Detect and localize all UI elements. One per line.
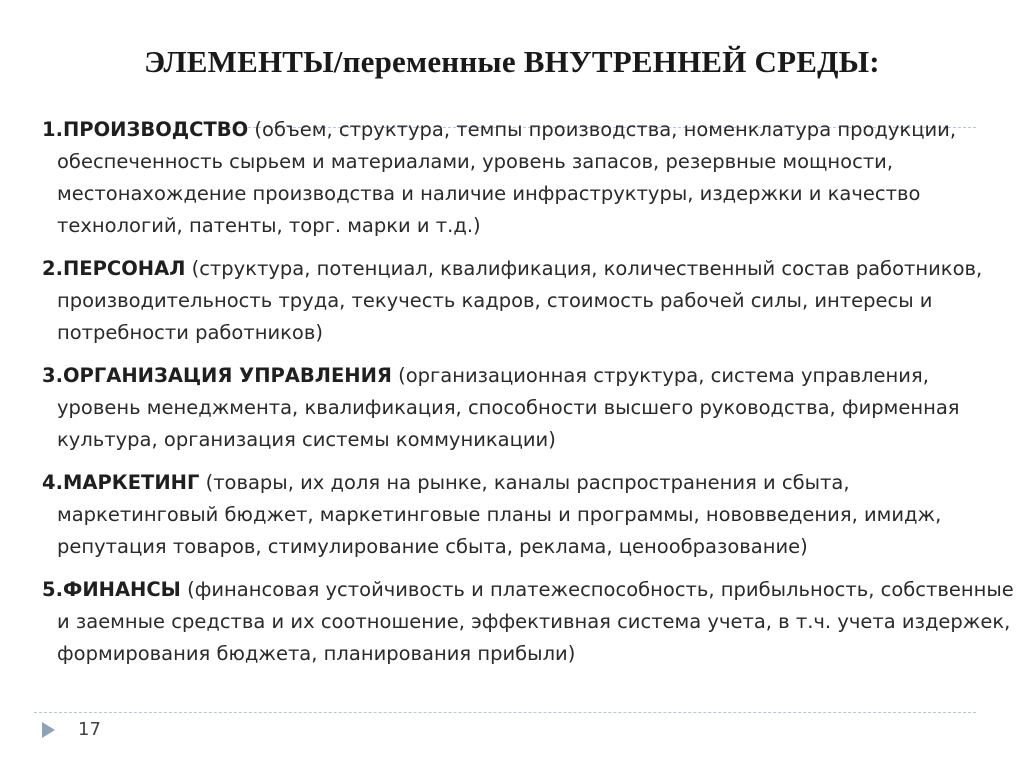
page-number: 17 <box>78 719 101 740</box>
item-heading: 2.ПЕРСОНАЛ <box>42 257 186 280</box>
item-heading: 1.ПРОИЗВОДСТВО <box>42 118 249 141</box>
triangle-right-icon <box>42 722 55 738</box>
item-heading: 5.ФИНАНСЫ <box>42 578 181 601</box>
item-heading: 4.МАРКЕТИНГ <box>42 471 200 494</box>
element-list <box>42 114 1017 681</box>
item-text: (финансовая устойчивость и платежеспособность, прибыльность, собственные и заемные средства и их соотношение, эффективная система учета, в т.ч. учета издержек, формирования бюджета, планирования прибыли) <box>57 578 1014 665</box>
list-item-marketing <box>42 467 1017 563</box>
list-item-production <box>42 114 1017 242</box>
item-text: (организационная структура, система управления, уровень менеджмента, квалификация, способности высшего руководства, фирменная культура, организация системы коммуникации) <box>57 364 960 451</box>
slide-title: ЭЛЕМЕНТЫ/переменные ВНУТРЕННЕЙ СРЕДЫ: <box>144 44 880 79</box>
footer-divider <box>34 712 976 713</box>
item-text: (товары, их доля на рынке, каналы распространения и сбыта, маркетинговый бюджет, маркетинговые планы и программы, нововведения, имидж, репутация товаров, стимулирование сбыта, реклама, ценообразование) <box>57 471 942 558</box>
list-item-management <box>42 360 1017 456</box>
list-item-personnel <box>42 253 1017 349</box>
item-text: (объем, структура, темпы производства, номенклатура продукции, обеспеченность сырьем и материалами, уровень запасов, резервные мощности, местонахождение производства и наличие инфраструктуры, издержки и качество технологий, патенты, торг. марки и т.д.) <box>57 118 957 237</box>
item-text: (структура, потенциал, квалификация, количественный состав работников, производительность труда, текучесть кадров, стоимость рабочей силы, интересы и потребности работников) <box>57 257 983 344</box>
item-heading: 3.ОРГАНИЗАЦИЯ УПРАВЛЕНИЯ <box>42 364 392 387</box>
list-item-finance <box>42 574 1017 670</box>
